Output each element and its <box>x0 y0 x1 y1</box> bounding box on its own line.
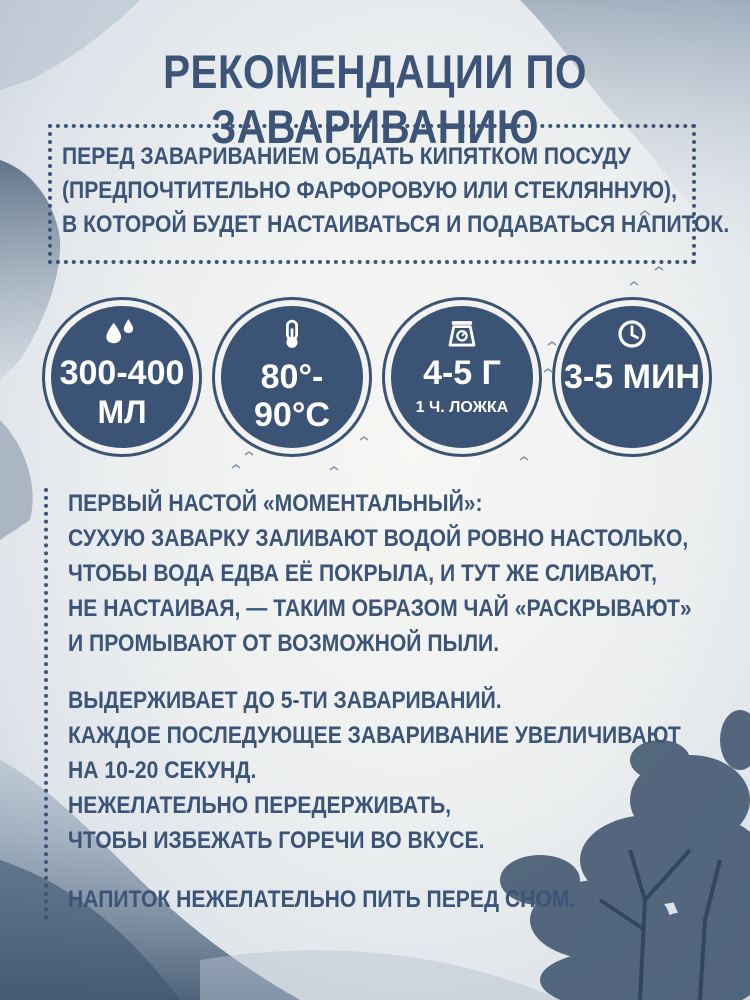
paragraph-line: ВЫДЕРЖИВАЕТ ДО 5-ТИ ЗАВАРИВАНИЙ. <box>68 687 502 714</box>
first-infusion-paragraph <box>68 486 692 661</box>
weight-spoon-note: 1 Ч. ЛОЖКА <box>415 399 509 416</box>
paragraph-line: ПЕРВЫЙ НАСТОЙ «МОМЕНТАЛЬНЫЙ»: <box>68 490 483 517</box>
clock-icon <box>561 318 703 350</box>
repeat-infusions-paragraph <box>68 683 681 858</box>
body-dotted-rule <box>44 488 48 920</box>
intro-line: ПЕРЕД ЗАВАРИВАНИЕМ ОБДАТЬ КИПЯТКОМ ПОСУДУ <box>62 143 632 170</box>
intro-line: (ПРЕДПОЧТИТЕЛЬНО ФАРФОРОВУЮ ИЛИ СТЕКЛЯННУЮ), <box>62 177 677 204</box>
paragraph-line: СУХУЮ ЗАВАРКУ ЗАЛИВАЮТ ВОДОЙ РОВНО НАСТОЛЬКО, <box>68 525 689 552</box>
paragraph-line: ЧТОБЫ ВОДА ЕДВА ЕЁ ПОКРЫЛА, И ТУТ ЖЕ СЛИВАЮТ, <box>68 560 658 587</box>
page-title: РЕКОМЕНДАЦИИ ПО ЗАВАРИВАНИЮ <box>163 45 587 153</box>
intro-text <box>62 140 730 242</box>
weight-value: 4-5 Г <box>423 354 501 392</box>
volume-circle <box>45 300 199 454</box>
paragraph-line: НЕЖЕЛАТЕЛЬНО ПЕРЕДЕРЖИВАТЬ, <box>68 792 452 819</box>
time-value: 3-5 МИН <box>564 358 700 396</box>
intro-line: В КОТОРОЙ БУДЕТ НАСТАИВАТЬСЯ И ПОДАВАТЬСЯ НАПИТОК. <box>62 211 730 238</box>
thermometer-icon <box>221 318 363 350</box>
temperature-value: 80°- 90°C <box>254 358 330 434</box>
paragraph-line: КАЖДОЕ ПОСЛЕДУЮЩЕЕ ЗАВАРИВАНИЕ УВЕЛИЧИВАЮТ <box>68 722 681 749</box>
volume-value: 300-400 <box>59 354 185 392</box>
paragraph-line: НА 10-20 СЕКУНД. <box>68 757 257 784</box>
temperature-circle <box>215 300 369 454</box>
paragraph-line: НЕ НАСТАИВАЯ, — ТАКИМ ОБРАЗОМ ЧАЙ «РАСКРЫВАЮТ» <box>68 595 692 622</box>
paragraph-line: ЧТОБЫ ИЗБЕЖАТЬ ГОРЕЧИ ВО ВКУСЕ. <box>68 827 485 854</box>
volume-unit: МЛ <box>97 394 147 430</box>
water-drops-icon <box>51 318 193 350</box>
scale-icon <box>391 318 533 350</box>
paragraph-line: НАПИТОК НЕЖЕЛАТЕЛЬНО ПИТЬ ПЕРЕД СНОМ. <box>68 886 576 913</box>
bedtime-warning-paragraph <box>68 882 631 917</box>
time-circle <box>555 300 709 454</box>
weight-circle <box>385 300 539 454</box>
paragraph-line: И ПРОМЫВАЮТ ОТ ВОЗМОЖНОЙ ПЫЛИ. <box>68 630 500 657</box>
